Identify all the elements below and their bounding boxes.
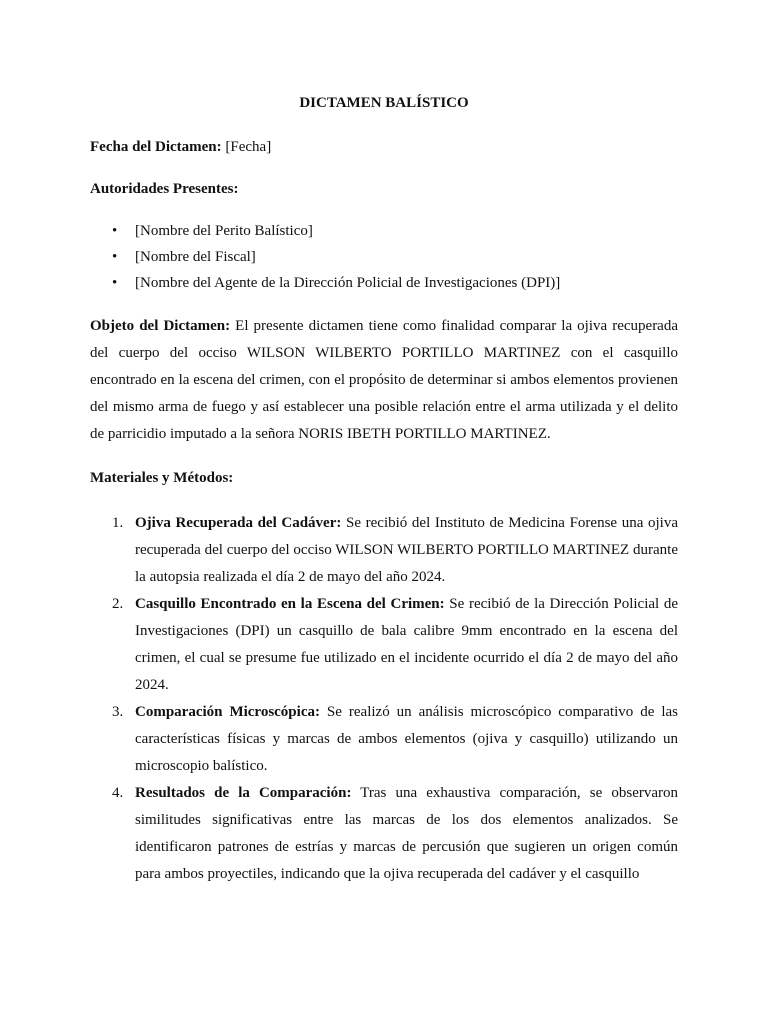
materiales-heading xyxy=(90,468,678,488)
list-item xyxy=(90,510,678,591)
item-title: Casquillo Encontrado en la Escena del Crimen: xyxy=(135,596,445,612)
autoridades-heading xyxy=(90,179,678,199)
list-item xyxy=(90,591,678,699)
autoridades-list xyxy=(90,221,678,293)
item-title: Resultados de la Comparación: xyxy=(135,785,352,801)
item-text: Tras una exhaustiva comparación, se observaron similitudes significativas entre las marcas de los dos elementos analizados. Se identificaron patrones de estrías y marcas de percusión que sugieren un origen común para ambos proyectiles, indicando que la ojiva recuperada del cadáver y el casquillo xyxy=(135,785,679,882)
item-number: 3. xyxy=(112,704,124,720)
list-item xyxy=(90,699,678,780)
item-text: Se recibió de la Dirección Policial de Investigaciones (DPI) un casquillo de bala calibre 9mm encontrado en la escena del crimen, el cual se presume fue utilizado en el incidente ocurrido el día 2 de mayo del año 2024. xyxy=(135,596,679,693)
fecha-label: Fecha del Dictamen: xyxy=(90,139,222,155)
item-text: Se realizó un análisis microscópico comparativo de las características físicas y marcas de ambos elementos (ojiva y casquillo) utilizando un microscopio balístico. xyxy=(135,704,678,774)
item-number: 4. xyxy=(112,785,124,801)
list-item: • [Nombre del Perito Balístico] xyxy=(90,221,678,241)
item-text: Se recibió del Instituto de Medicina Forense una ojiva recuperada del cuerpo del occiso WILSON WILBERTO PORTILLO MARTINEZ durante la autopsia realizada el día 2 de mayo del año 2024. xyxy=(135,515,678,585)
list-item xyxy=(90,780,678,888)
objeto-label: Objeto del Dictamen: xyxy=(90,318,231,334)
fecha-value: [Fecha] xyxy=(221,139,272,155)
item-title: Ojiva Recuperada del Cadáver: xyxy=(135,515,342,531)
document-title: DICTAMEN BALÍSTICO xyxy=(299,95,469,111)
objeto-paragraph xyxy=(90,313,678,448)
objeto-text: El presente dictamen tiene como finalidad comparar la ojiva recuperada del cuerpo del occiso WILSON WILBERTO PORTILLO MARTINEZ con el casquillo encontrado en la escena del crimen, con el propósito de determinar si ambos elementos provienen del mismo arma de fuego y así establecer una posible relación entre el arma utilizada y el delito de parricidio imputado a la señora NORIS IBETH PORTILLO MARTINEZ. xyxy=(90,318,679,442)
materiales-label: Materiales y Métodos: xyxy=(90,470,234,486)
item-number: 1. xyxy=(112,515,124,531)
list-item: • [Nombre del Agente de la Dirección Policial de Investigaciones (DPI)] xyxy=(90,273,678,293)
item-title: Comparación Microscópica: xyxy=(135,704,320,720)
fecha-line xyxy=(90,137,678,157)
list-item: • [Nombre del Fiscal] xyxy=(90,247,678,267)
materiales-list xyxy=(90,510,678,888)
autoridades-label: Autoridades Presentes: xyxy=(90,181,239,197)
item-number: 2. xyxy=(112,596,124,612)
